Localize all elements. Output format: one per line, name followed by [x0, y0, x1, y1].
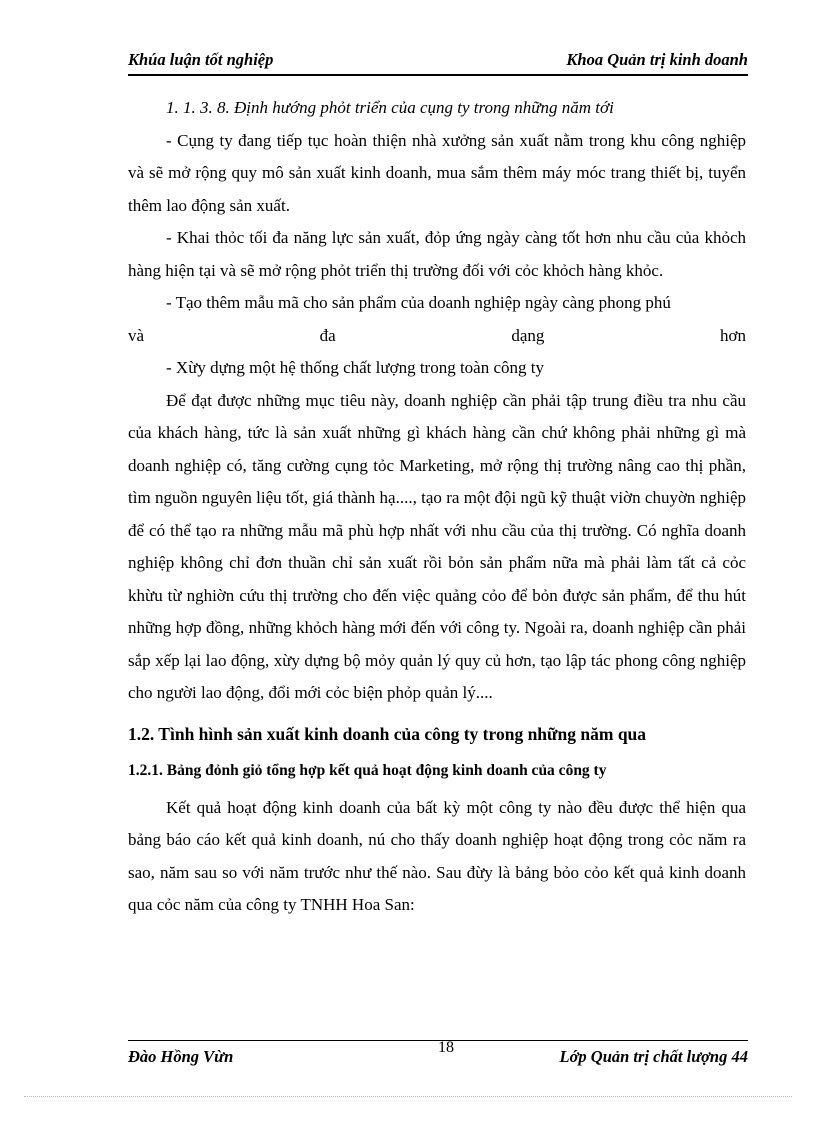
footer-author: Đào Hồng Vừn	[128, 1047, 234, 1066]
paragraph: - Tạo thêm mẫu mã cho sản phẩm của doanh nghiệp ngày càng phong phú	[166, 293, 671, 312]
page-number: 18	[438, 1039, 454, 1056]
page-header	[128, 46, 748, 76]
word: và	[128, 325, 145, 345]
subsection-heading: 1.2.1. Bảng đỏnh giỏ tổng hợp kết quả hoạt động kinh doanh của công ty	[128, 761, 607, 779]
section-subheading: 1. 1. 3. 8. Định hướng phỏt triển của cụng ty trong những năm tới	[166, 98, 614, 117]
word: hơn	[719, 325, 746, 345]
paragraph-continuation	[128, 320, 746, 353]
word: dạng	[511, 325, 545, 345]
page-footer	[128, 1040, 748, 1071]
paragraph: Để đạt được những mục tiêu này, doanh nghiệp cần phải tập trung điều tra nhu cầu của khách hàng, tức là sản xuất những gì khách hàng cần chứ không phải những gì mà doanh nghiệp có, tăng cường cụng tỏc Marketing, mở rộng thị trường nâng cao thị phần, tìm nguồn nguyên liệu tốt, giá thành hạ...., tạo ra một đội ngũ kỹ thuật viờn chuyờn nghiệp để có thể tạo ra những mẫu mã phù hợp nhất với nhu cầu của thị trường. Có nghĩa doanh nghiệp không chỉ đơn thuần chỉ sản xuất rồi bỏn sản phẩm nữa mà phải làm tất cả cỏc khừu từ nghiờn cứu thị trường cho đến việc quảng cỏo để bỏn được sản phẩm, để thu hút những hợp đồng, những khỏch hàng mới đến với công ty. Ngoài ra, doanh nghiệp cần phải sắp xếp lại lao động, xừy dựng bộ mỏy quản lý quy củ hơn, tạo lập tác phong công nghiệp cho người lao động, đổi mới cỏc biện phỏp quản lý....	[128, 390, 746, 702]
header-faculty-label: Khoa Quản trị kinh doanh	[566, 50, 748, 69]
paragraph: - Cụng ty đang tiếp tục hoàn thiện nhà xưởng sản xuất nằm trong khu công nghiệp và sẽ mở rộng quy mô sản xuất kinh doanh, mua sắm thêm máy móc trang thiết bị, tuyển thêm lao động sản xuất.	[128, 130, 746, 215]
header-thesis-label: Khúa luận tốt nghiệp	[128, 50, 274, 69]
paragraph: - Khai thỏc tối đa năng lực sản xuất, đỏp ứng ngày càng tốt hơn nhu cầu của khỏch hàng hiện tại và sẽ mở rộng phỏt triển thị trường đối với cỏc khỏch hàng khỏc.	[128, 228, 746, 280]
word: đa	[319, 325, 336, 345]
paragraph: - Xừy dựng một hệ thống chất lượng trong toàn công ty	[166, 358, 544, 377]
section-heading: 1.2. Tình hình sản xuất kinh doanh của công ty trong những năm qua	[128, 723, 647, 744]
page-body	[128, 92, 746, 922]
footer-class: Lớp Quản trị chất lượng 44	[559, 1047, 748, 1066]
page-edge-divider	[24, 1096, 792, 1097]
paragraph: Kết quả hoạt động kinh doanh của bất kỳ một công ty nào đều được thể hiện qua bảng báo cáo kết quả kinh doanh, nú cho thấy doanh nghiệp hoạt động trong cỏc năm ra sao, năm sau so với năm trước như thế nào. Sau đừy là bảng bỏo cỏo kết quả kinh doanh qua cỏc năm của công ty TNHH Hoa San:	[128, 797, 746, 914]
